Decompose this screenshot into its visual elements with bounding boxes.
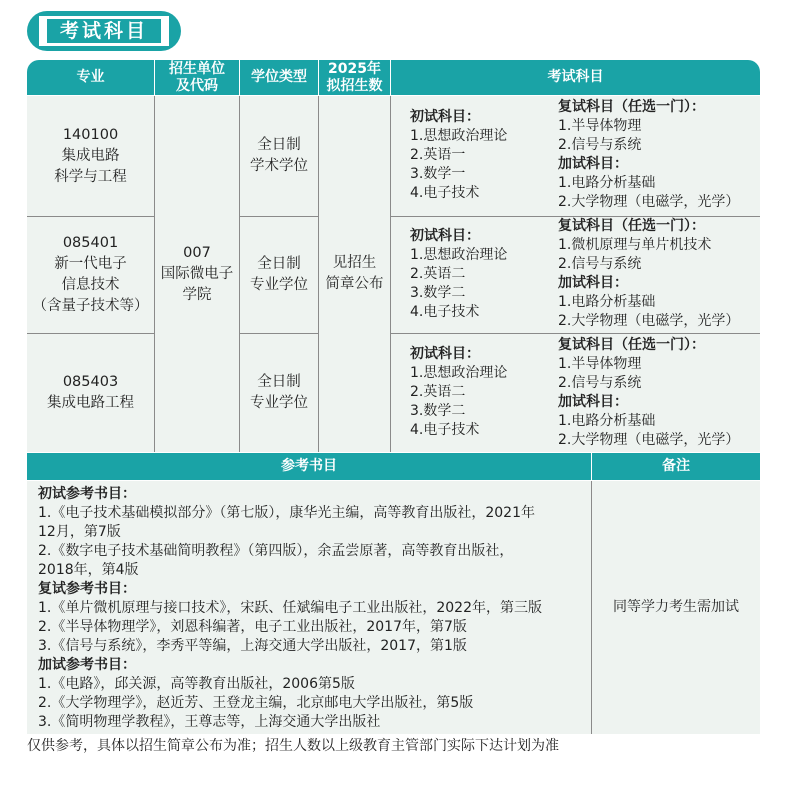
refs-section-title: 复试参考书目： <box>38 581 136 597</box>
major-cell-2: 085401 新一代电子 信息技术 （含量子技术等） <box>27 217 154 333</box>
subject-item: 2.大学物理（电磁学，光学） <box>558 313 740 329</box>
grid-line <box>27 333 154 334</box>
retest-subjects-1 <box>558 98 739 212</box>
header-subjects: 考试科目 <box>391 60 760 95</box>
refs-header: 参考书目 <box>27 453 591 480</box>
initial-title: 初试科目： <box>410 346 480 362</box>
subject-item: 3.数学一 <box>410 166 466 182</box>
retest-subjects-2 <box>558 217 739 331</box>
grid-line <box>239 333 318 334</box>
header-unit: 招生单位 及代码 <box>155 60 239 95</box>
refs-line: 1.《电子技术基础模拟部分》（第七版），康华光主编，高等教育出版社，2021年 <box>38 505 535 521</box>
unit-cell: 007 国际微电子 学院 <box>155 96 239 452</box>
refs-line: 2.《大学物理学》，赵近芳、王登龙主编，北京邮电大学出版社，第5版 <box>38 695 474 711</box>
subject-item: 1.思想政治理论 <box>410 247 508 263</box>
quota-cell: 见招生 简章公布 <box>319 96 390 452</box>
refs-line: 3.《简明物理学教程》，王尊志等，上海交通大学出版社 <box>38 714 381 730</box>
grid-line <box>591 481 592 734</box>
degree-cell-2: 全日制 专业学位 <box>240 217 318 333</box>
subject-item: 4.电子技术 <box>410 304 480 320</box>
subject-item: 1.电路分析基础 <box>558 294 656 310</box>
initial-subjects-3 <box>410 345 507 440</box>
header-quota: 2025年 拟招生数 <box>319 60 390 95</box>
refs-line: 12月，第7版 <box>38 524 121 540</box>
major-cell-3: 085403 集成电路工程 <box>27 334 154 452</box>
note-cell: 同等学力考生需加试 <box>592 481 760 734</box>
subject-item: 2.英语二 <box>410 384 466 400</box>
subject-item: 2.英语二 <box>410 266 466 282</box>
degree-cell-3: 全日制 专业学位 <box>240 334 318 452</box>
grid-line <box>390 333 760 334</box>
section-title: 考试科目 <box>47 19 161 43</box>
subject-item: 3.数学二 <box>410 285 466 301</box>
subject-item: 2.信号与系统 <box>558 256 642 272</box>
major-cell-1: 140100 集成电路 科学与工程 <box>27 96 154 216</box>
retest-subjects-3 <box>558 336 739 450</box>
grid-line <box>390 216 760 217</box>
initial-subjects-2 <box>410 227 507 322</box>
subject-item: 1.电路分析基础 <box>558 175 656 191</box>
retest-title: 复试科目（任选一门）： <box>558 218 705 234</box>
refs-line: 2.《半导体物理学》，刘恩科编著，电子工业出版社，2017年，第7版 <box>38 619 467 635</box>
grid-line <box>239 216 318 217</box>
subject-item: 1.微机原理与单片机技术 <box>558 237 712 253</box>
extra-title: 加试科目： <box>558 156 628 172</box>
extra-title: 加试科目： <box>558 394 628 410</box>
subject-item: 1.思想政治理论 <box>410 128 508 144</box>
initial-title: 初试科目： <box>410 109 480 125</box>
initial-subjects-1 <box>410 108 507 203</box>
subject-item: 2.大学物理（电磁学，光学） <box>558 194 740 210</box>
refs-line: 3.《信号与系统》，李秀平等编，上海交通大学出版社，2017，第1版 <box>38 638 467 654</box>
subject-item: 2.信号与系统 <box>558 375 642 391</box>
grid-line <box>318 96 319 452</box>
grid-line <box>27 216 154 217</box>
section-title-badge <box>27 11 181 51</box>
refs-section-title: 加试参考书目： <box>38 657 136 673</box>
subject-item: 1.电路分析基础 <box>558 413 656 429</box>
refs-section-title: 初试参考书目： <box>38 486 136 502</box>
refs-line: 1.《电路》，邱关源，高等教育出版社，2006第5版 <box>38 676 355 692</box>
header-degree: 学位类型 <box>240 60 318 95</box>
degree-cell-1: 全日制 学术学位 <box>240 96 318 216</box>
subject-item: 4.电子技术 <box>410 422 480 438</box>
subject-item: 3.数学二 <box>410 403 466 419</box>
initial-title: 初试科目： <box>410 228 480 244</box>
subject-item: 2.大学物理（电磁学，光学） <box>558 432 740 448</box>
refs-line: 2018年，第4版 <box>38 562 139 578</box>
refs-list <box>38 485 588 732</box>
footer-note: 仅供参考，具体以招生简章公布为准；招生人数以上级教育主管部门实际下达计划为准 <box>27 738 559 754</box>
subject-item: 2.英语一 <box>410 147 466 163</box>
refs-line: 2.《数字电子技术基础简明教程》（第四版），余孟尝原著，高等教育出版社， <box>38 543 514 559</box>
note-header: 备注 <box>592 453 760 480</box>
retest-title: 复试科目（任选一门）： <box>558 337 705 353</box>
grid-line <box>390 96 391 452</box>
grid-line <box>154 96 155 452</box>
grid-line <box>239 96 240 452</box>
subject-item: 1.半导体物理 <box>558 118 642 134</box>
refs-line: 1.《单片微机原理与接口技术》，宋跃、任斌编电子工业出版社，2022年，第三版 <box>38 600 542 616</box>
extra-title: 加试科目： <box>558 275 628 291</box>
subject-item: 1.思想政治理论 <box>410 365 508 381</box>
subject-item: 1.半导体物理 <box>558 356 642 372</box>
subject-item: 4.电子技术 <box>410 185 480 201</box>
subject-item: 2.信号与系统 <box>558 137 642 153</box>
retest-title: 复试科目（任选一门）： <box>558 99 705 115</box>
header-major: 专业 <box>27 60 154 95</box>
